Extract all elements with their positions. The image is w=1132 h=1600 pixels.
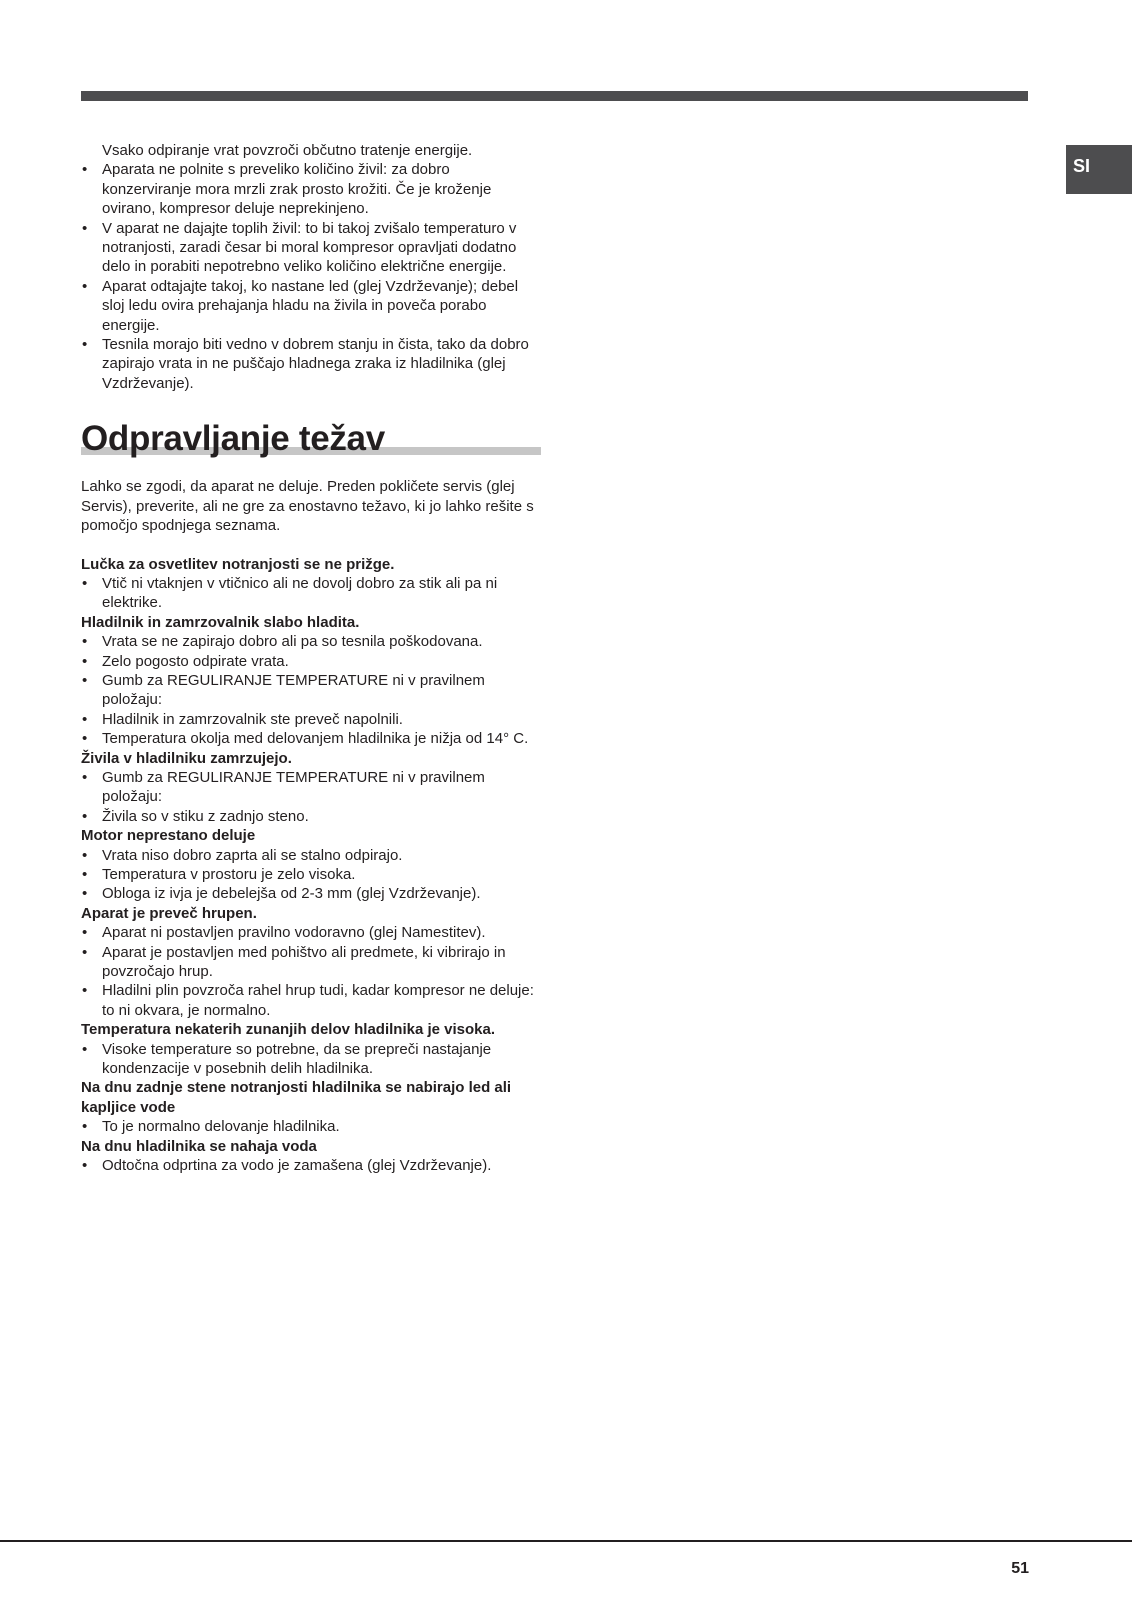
list-item: • Aparat odtajajte takoj, ko nastane led (glej Vzdrževanje); debel sloj ledu ovira prehajanja hladu na živila in poveča porabo energije. bbox=[81, 277, 541, 335]
language-tab bbox=[1066, 145, 1132, 194]
problem-title: Živila v hladilniku zamrzujejo. bbox=[81, 749, 292, 767]
list-item: • Vtič ni vtaknjen v vtičnico ali ne dovolj dobro za stik ali pa ni elektrike. bbox=[81, 574, 541, 613]
list-item: • Gumb za REGULIRANJE TEMPERATURE ni v pravilnem položaju: bbox=[81, 671, 541, 710]
list-item: • Obloga iz ivja je debelejša od 2-3 mm (glej Vzdrževanje). bbox=[81, 884, 541, 903]
text-column bbox=[81, 141, 541, 1176]
list-item: • Vrata se ne zapirajo dobro ali pa so tesnila poškodovana. bbox=[81, 632, 541, 651]
problem-causes bbox=[81, 632, 541, 748]
problem-causes bbox=[81, 846, 541, 904]
list-item: • Hladilni plin povzroča rahel hrup tudi, kadar kompresor ne deluje: to ni okvara, je normalno. bbox=[81, 981, 541, 1020]
list-item: • Vrata niso dobro zaprta ali se stalno odpirajo. bbox=[81, 846, 541, 865]
problem-title: Hladilnik in zamrzovalnik slabo hladita. bbox=[81, 613, 360, 631]
footer-rule bbox=[0, 1540, 1132, 1542]
header-rule bbox=[81, 91, 1028, 101]
section-intro: Lahko se zgodi, da aparat ne deluje. Preden pokličete servis (glej Servis), preverite, ali ne gre za enostavno težavo, ki jo lahko rešite s pomočjo spodnjega seznama. bbox=[81, 478, 534, 535]
energy-tips-list bbox=[81, 160, 541, 393]
problem-causes bbox=[81, 1156, 541, 1175]
spacer bbox=[81, 536, 541, 555]
problem-title: Lučka za osvetlitev notranjosti se ne prižge. bbox=[81, 555, 395, 573]
problem-title: Temperatura nekaterih zunanjih delov hladilnika je visoka. bbox=[81, 1021, 496, 1039]
list-item: • Aparata ne polnite s preveliko količino živil: za dobro konzerviranje mora mrzli zrak prosto krožiti. Če je kroženje ovirano, kompresor deluje neprekinjeno. bbox=[81, 160, 541, 218]
list-item: • Hladilnik in zamrzovalnik ste preveč napolnili. bbox=[81, 710, 541, 729]
problem-causes bbox=[81, 768, 541, 826]
page-number: 51 bbox=[1011, 1560, 1029, 1577]
list-item: • V aparat ne dajajte toplih živil: to bi takoj zvišalo temperaturo v notranjosti, zaradi česar bi moral kompresor opravljati dodatno delo in porabiti nepotrebno veliko količino električne energije. bbox=[81, 219, 541, 277]
list-item: • Temperatura v prostoru je zelo visoka. bbox=[81, 865, 541, 884]
list-item: • To je normalno delovanje hladilnika. bbox=[81, 1117, 541, 1136]
problem-title: Aparat je preveč hrupen. bbox=[81, 904, 257, 922]
language-tab-label: SI bbox=[1073, 156, 1091, 176]
list-item: • Zelo pogosto odpirate vrata. bbox=[81, 652, 541, 671]
problem-causes bbox=[81, 923, 541, 1020]
problem-causes bbox=[81, 1040, 541, 1079]
problem-causes bbox=[81, 574, 541, 613]
problem-title: Motor neprestano deluje bbox=[81, 827, 256, 845]
section-heading bbox=[81, 419, 541, 459]
list-item: • Tesnila morajo biti vedno v dobrem stanju in čista, tako da dobro zapirajo vrata in ne puščajo hladnega zraka iz hladilnika (glej Vzdrževanje). bbox=[81, 335, 541, 393]
list-item: • Visoke temperature so potrebne, da se prepreči nastajanje kondenzacije v posebnih delih hladilnika. bbox=[81, 1040, 541, 1079]
section-title: Odpravljanje težav bbox=[81, 419, 385, 459]
list-item: • Gumb za REGULIRANJE TEMPERATURE ni v pravilnem položaju: bbox=[81, 768, 541, 807]
list-item: • Živila so v stiku z zadnjo steno. bbox=[81, 807, 541, 826]
list-item: • Aparat je postavljen med pohištvo ali predmete, ki vibrirajo in povzročajo hrup. bbox=[81, 943, 541, 982]
problem-title: Na dnu zadnje stene notranjosti hladilnika se nabirajo led ali kapljice vode bbox=[81, 1079, 512, 1116]
continuation-text: Vsako odpiranje vrat povzroči občutno tratenje energije. bbox=[102, 142, 473, 159]
problem-title: Na dnu hladilnika se nahaja voda bbox=[81, 1137, 317, 1155]
list-item: • Odtočna odprtina za vodo je zamašena (glej Vzdrževanje). bbox=[81, 1156, 541, 1175]
problem-causes bbox=[81, 1117, 541, 1136]
list-item: • Temperatura okolja med delovanjem hladilnika je nižja od 14° C. bbox=[81, 729, 541, 748]
list-item: • Aparat ni postavljen pravilno vodoravno (glej Namestitev). bbox=[81, 923, 541, 942]
